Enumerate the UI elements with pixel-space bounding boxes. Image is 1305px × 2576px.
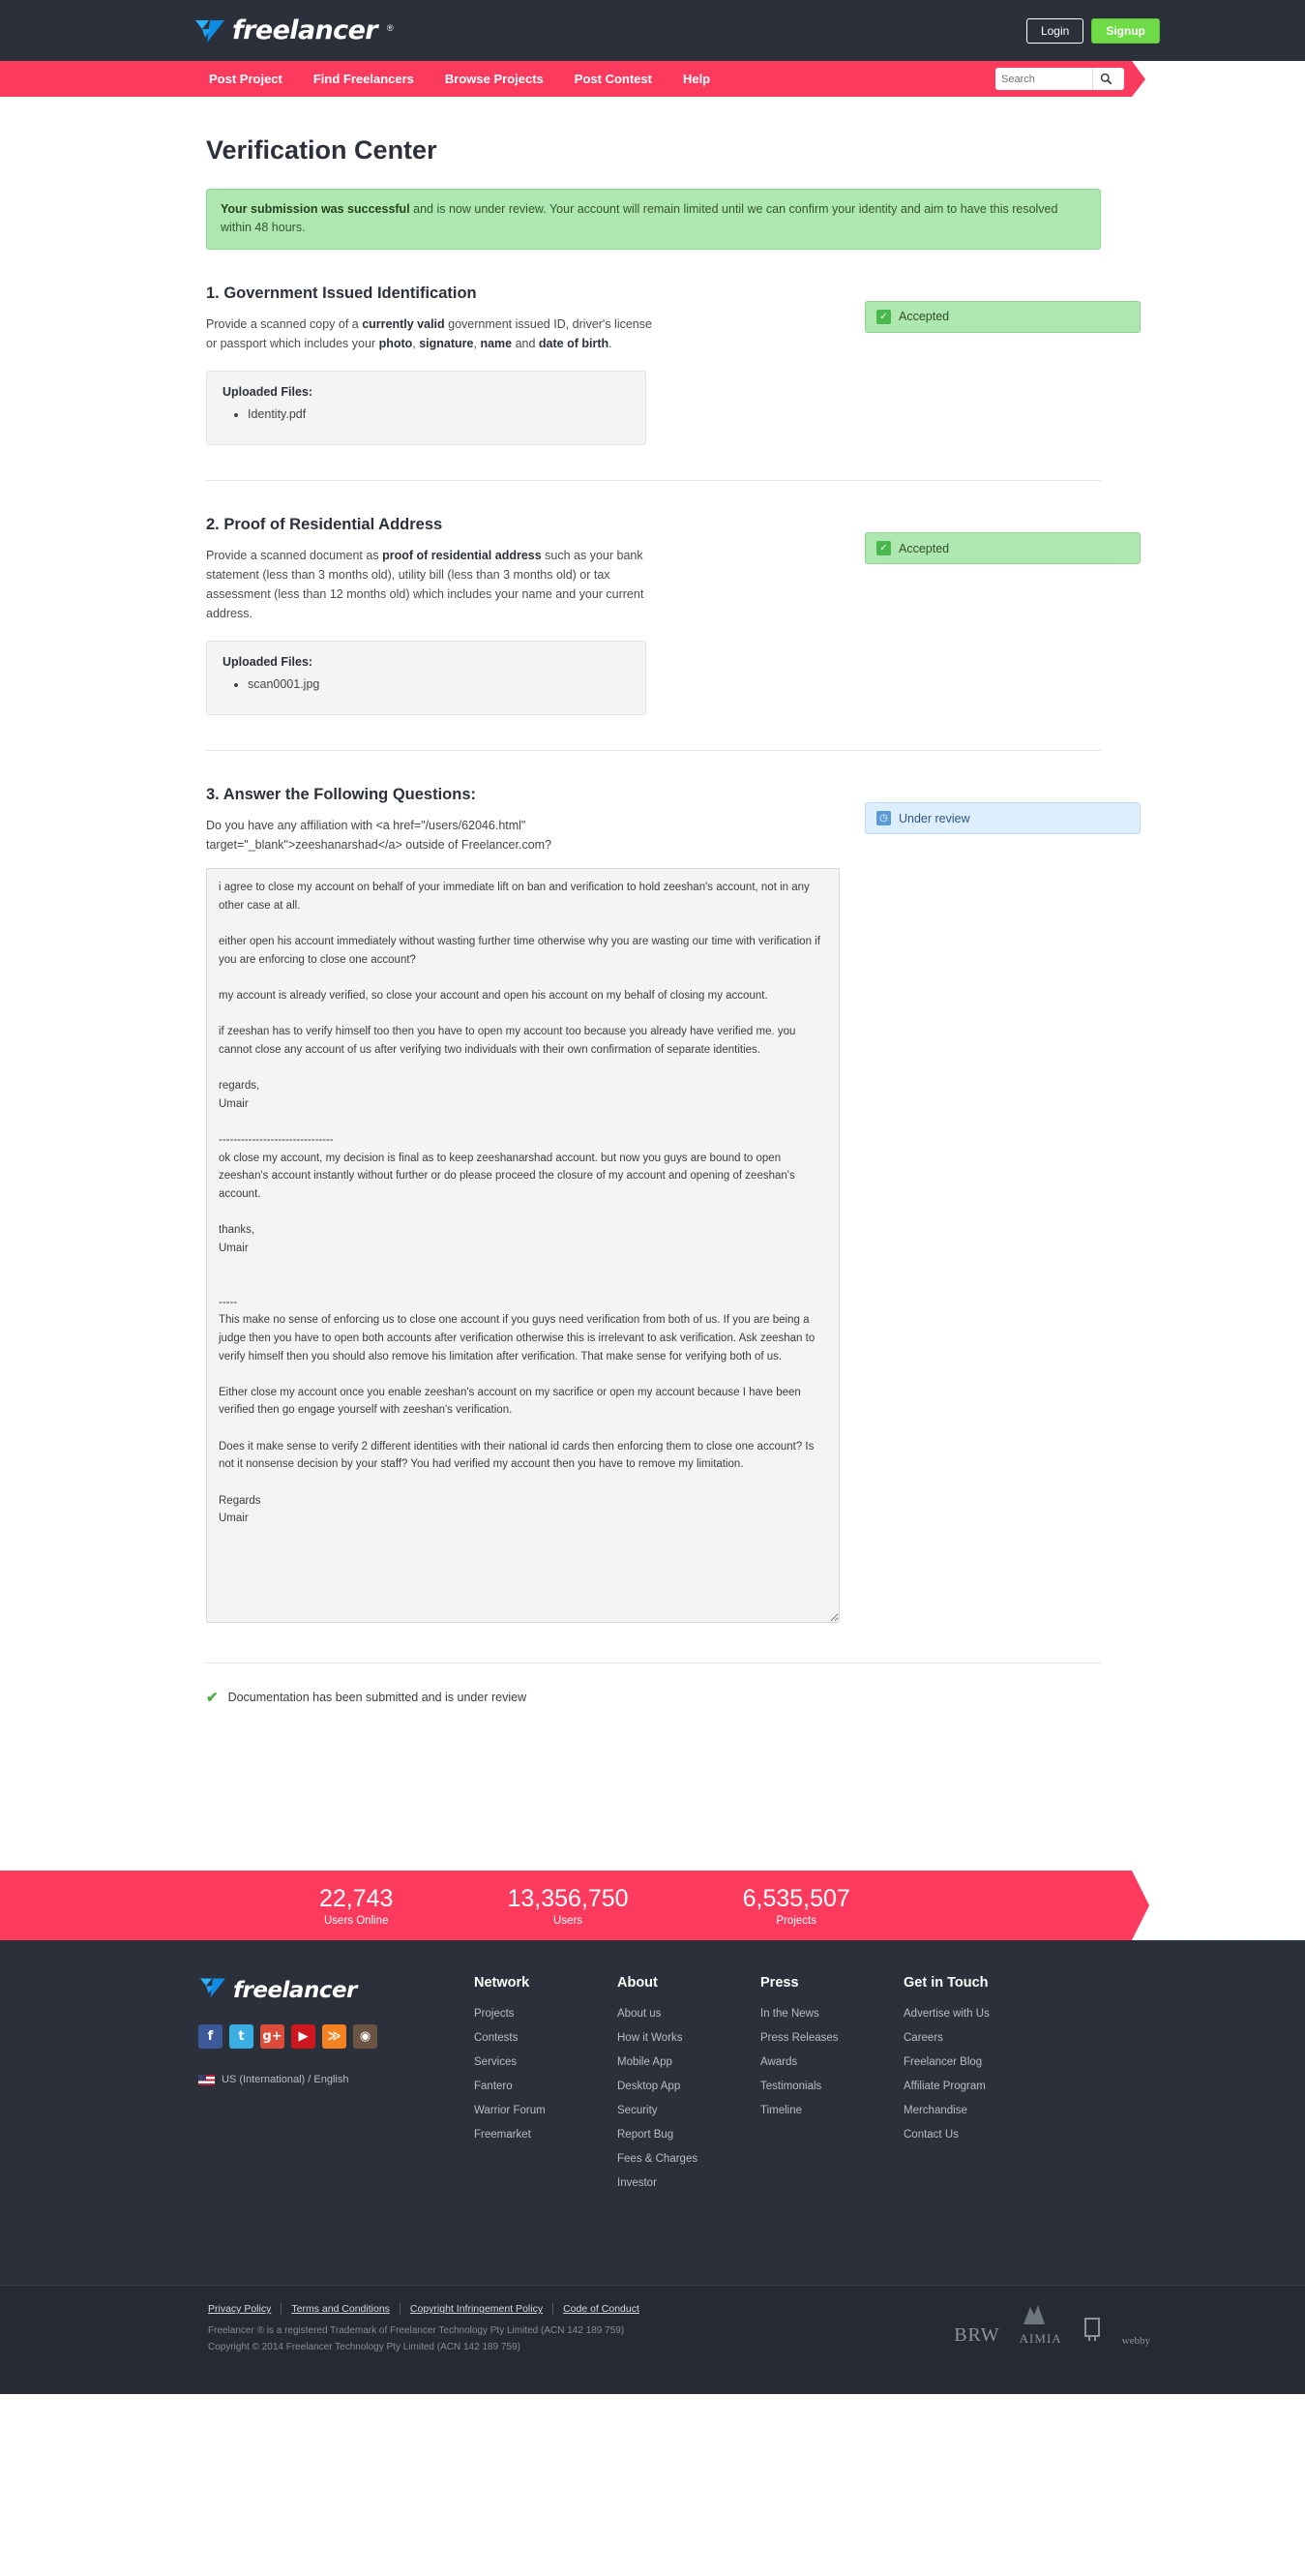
nav-item-list <box>0 61 726 97</box>
youtube-icon[interactable]: ▶ <box>291 2024 315 2049</box>
social-links <box>198 2024 474 2049</box>
site-footer <box>0 1940 1305 2394</box>
section-1-uploaded-files <box>206 371 646 445</box>
uploaded-files-label: Uploaded Files: <box>222 655 313 669</box>
footer-column-title: Press <box>760 1975 799 1992</box>
us-flag-icon <box>198 2075 215 2085</box>
footer-column-title: Network <box>474 1975 530 1992</box>
footer-column-title: Get in Touch <box>904 1975 989 1992</box>
legal-link-code-of-conduct[interactable]: Code of Conduct <box>563 2303 639 2316</box>
footer-link-how-it-works[interactable]: How it Works <box>617 2032 683 2045</box>
footer-logo[interactable] <box>198 1975 474 2005</box>
search-button[interactable] <box>1092 68 1118 90</box>
footer-link-warrior-forum[interactable]: Warrior Forum <box>474 2105 546 2117</box>
section-government-id <box>206 250 1101 445</box>
brw-award-logo: BRW <box>954 2324 1000 2347</box>
nav-item-help[interactable]: Help <box>682 72 711 86</box>
footer-brand <box>198 1975 474 2198</box>
twitter-icon[interactable]: t <box>229 2024 253 2049</box>
nav-item-post-project[interactable]: Post Project <box>209 72 282 86</box>
footer-link-freelancer-blog[interactable]: Freelancer Blog <box>904 2056 983 2069</box>
rss-icon[interactable]: ≫ <box>322 2024 346 2049</box>
footer-link-testimonials[interactable]: Testimonials <box>760 2081 822 2093</box>
check-icon: ✔ <box>206 1690 219 1707</box>
stat-value: 6,535,507 <box>742 1885 850 1913</box>
status-badge-section-3 <box>865 802 1141 834</box>
legal-link-copyright-infringement[interactable]: Copyright Infringement Policy <box>410 2303 553 2315</box>
uploaded-file-item[interactable]: • scan0001.jpg <box>248 674 630 695</box>
instagram-icon[interactable]: ◉ <box>353 2024 377 2049</box>
check-icon: ✓ <box>876 541 891 555</box>
legal-link-terms[interactable]: Terms and Conditions <box>291 2303 400 2315</box>
footer-link-about-us[interactable]: About us <box>617 2008 662 2021</box>
page-title: Verification Center <box>206 135 437 165</box>
section-2-description: Provide a scanned document as proof of residential address such as your bank statement (less than 3 months old), utility bill (less than 3 months old) or tax assessment (less than 12 months old) which includes your name and your current address. <box>206 549 644 620</box>
stat-label: Projects <box>776 1915 816 1928</box>
logo-registered-mark: ® <box>387 23 394 33</box>
section-divider-3 <box>206 1662 1101 1663</box>
section-2-uploaded-files <box>206 641 646 715</box>
stat-label: Users Online <box>324 1915 389 1928</box>
footer-link-investor[interactable]: Investor <box>617 2177 657 2190</box>
footer-link-affiliate-program[interactable]: Affiliate Program <box>904 2081 986 2093</box>
status-badge-section-1 <box>865 301 1141 333</box>
section-1-title: 1. Government Issued Identification <box>206 284 477 302</box>
footer-link-contests[interactable]: Contests <box>474 2032 519 2045</box>
footer-link-mobile-app[interactable]: Mobile App <box>617 2056 672 2069</box>
uploaded-file-item[interactable]: • Identity.pdf <box>248 404 630 425</box>
search-icon <box>1100 73 1112 85</box>
footer-link-freemarket[interactable]: Freemarket <box>474 2129 531 2142</box>
top-bar <box>0 0 1305 61</box>
footer-link-in-the-news[interactable]: In the News <box>760 2008 819 2021</box>
stats-band <box>0 1871 1132 1940</box>
login-button[interactable]: Login <box>1026 18 1083 44</box>
stat-projects <box>743 1884 850 1927</box>
section-residential-address <box>206 481 1101 715</box>
section-questions <box>206 751 1101 1628</box>
check-icon: ✓ <box>876 310 891 324</box>
stat-users-online <box>319 1884 393 1927</box>
footer-column-network <box>474 1975 617 2198</box>
footer-link-merchandise[interactable]: Merchandise <box>904 2105 967 2117</box>
question-prompt: Do you have any affiliation with <a href="/users/62046.html" target="_blank">zeeshanarshad</a> outside of Freelancer.com? <box>206 819 552 853</box>
footer-link-advertise-with-us[interactable]: Advertise with Us <box>904 2008 990 2021</box>
footer-link-projects[interactable]: Projects <box>474 2008 515 2021</box>
freelancer-bird-icon <box>198 1975 227 2005</box>
legal-link-privacy-policy[interactable]: Privacy Policy <box>208 2303 282 2315</box>
aimia-award-label: AIMIA <box>1019 2331 1062 2347</box>
footer-link-careers[interactable]: Careers <box>904 2032 943 2045</box>
section-3-title: 3. Answer the Following Questions: <box>206 786 476 804</box>
status-label: Accepted <box>899 541 950 555</box>
stat-value: 22,743 <box>319 1885 394 1913</box>
award-logos <box>954 2303 1305 2347</box>
status-badge-section-2 <box>865 532 1141 564</box>
answer-textarea[interactable] <box>206 868 840 1623</box>
alert-rest-text: and is now under review. Your account will remain limited until we can confirm your identity and aim to have this resolved within 48 hours. <box>221 202 1058 235</box>
main-content <box>0 97 1305 1706</box>
stat-label: Users <box>553 1915 583 1928</box>
legal-trademark-text: Freelancer ® is a registered Trademark of Freelancer Technology Pty Limited (ACN 142 189 759) <box>208 2325 625 2337</box>
google-plus-icon[interactable]: g+ <box>260 2024 284 2049</box>
footer-logo-wordmark: freelancer <box>233 1977 357 2003</box>
legal-copyright-text: Copyright © 2014 Freelancer Technology Pty Limited (ACN 142 189 759) <box>208 2342 520 2353</box>
main-nav <box>0 61 1132 97</box>
footer-link-security[interactable]: Security <box>617 2105 658 2117</box>
footer-column-get-in-touch <box>904 1975 1087 2198</box>
footer-link-contact-us[interactable]: Contact Us <box>904 2129 959 2142</box>
nav-item-post-contest[interactable]: Post Contest <box>574 72 652 86</box>
footer-link-timeline[interactable]: Timeline <box>760 2105 803 2117</box>
footer-link-desktop-app[interactable]: Desktop App <box>617 2081 681 2093</box>
webby-award-logo <box>1082 2317 1103 2347</box>
uploaded-files-label: Uploaded Files: <box>222 384 313 399</box>
logo-wordmark: freelancer <box>232 15 378 45</box>
section-1-description: Provide a scanned copy of a currently valid government issued ID, driver's license or passport which includes your photo, signature, name and date of birth. <box>206 316 652 350</box>
search-box[interactable] <box>995 68 1124 90</box>
footer-column-press <box>760 1975 904 2198</box>
footer-link-fees-charges[interactable]: Fees & Charges <box>617 2153 698 2166</box>
locale-label: US (International) / English <box>222 2074 349 2086</box>
clock-icon: ◷ <box>876 811 891 825</box>
aimia-award-logo <box>1020 2303 1062 2347</box>
submitted-note-text: Documentation has been submitted and is under review <box>227 1691 527 1705</box>
site-logo[interactable] <box>193 15 394 45</box>
success-alert <box>206 189 1101 250</box>
submitted-note <box>206 1689 1117 1706</box>
signup-button[interactable]: Signup <box>1091 18 1160 44</box>
nav-item-find-freelancers[interactable]: Find Freelancers <box>312 72 414 86</box>
legal-link-list <box>208 2303 659 2315</box>
footer-column-about <box>617 1975 760 2198</box>
stat-value: 13,356,750 <box>507 1885 629 1913</box>
footer-link-press-releases[interactable]: Press Releases <box>760 2032 839 2045</box>
footer-link-report-bug[interactable]: Report Bug <box>617 2129 674 2142</box>
status-label: Accepted <box>899 310 950 324</box>
footer-column-title: About <box>617 1975 658 1992</box>
footer-legal-bar <box>0 2285 1305 2394</box>
alert-strong-text: Your submission was successful <box>221 202 410 216</box>
freelancer-bird-icon <box>193 16 226 45</box>
section-2-title: 2. Proof of Residential Address <box>206 516 443 533</box>
locale-selector[interactable] <box>198 2074 474 2085</box>
footer-link-awards[interactable]: Awards <box>760 2056 798 2069</box>
stat-users <box>507 1884 628 1927</box>
webby-award-label: webby <box>1121 2335 1150 2348</box>
facebook-icon[interactable]: f <box>198 2024 222 2049</box>
footer-link-services[interactable]: Services <box>474 2056 518 2069</box>
nav-item-browse-projects[interactable]: Browse Projects <box>444 72 544 86</box>
status-label: Under review <box>899 811 970 825</box>
footer-link-fantero[interactable]: Fantero <box>474 2081 513 2093</box>
search-input[interactable] <box>995 69 1092 89</box>
